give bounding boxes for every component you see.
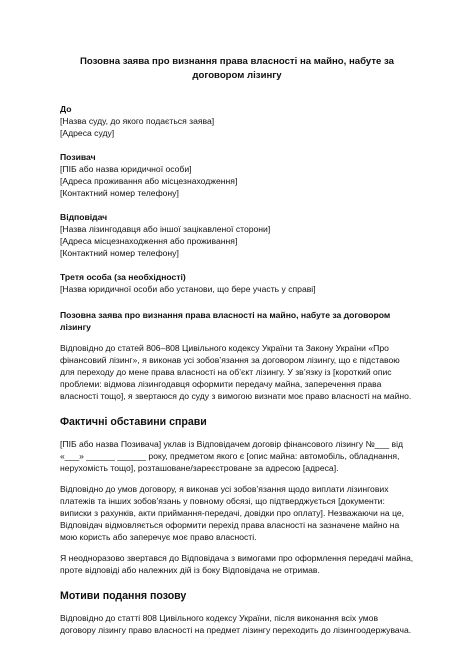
plaintiff-phone-line: [Контактний номер телефону] (60, 188, 179, 198)
court-name-line: [Назва суду, до якого подається заява] (60, 116, 215, 126)
facts-paragraph-3: Я неодноразово звертався до Відповідача з вимогами про оформлення передачі майна, проте відповіді або належних дій із боку Відповідача не отримав. (60, 553, 414, 575)
defendant-name-line: [Назва лізингодавця або іншої зацікавленої сторони] (60, 224, 271, 234)
defendant-phone-line: [Контактний номер телефону] (60, 248, 179, 258)
facts-paragraph-1: [ПІБ або назва Позивача] уклав із Відповідачем договір фінансового лізингу №___ від «___» ______ ______ року, предметом якого є [опис майна: автомобіль, обладнання, нерухомість тощо], розташоване/зареєстроване за адресою [адреса]. (60, 439, 404, 473)
plaintiff-heading: Позивач (60, 152, 96, 162)
document-title: Позовна заява про визнання права власності на майно, набуте за договором лізингу (79, 56, 395, 81)
plaintiff-address-line: [Адреса проживання або місцезнаходження] (60, 176, 238, 186)
section-heading-motives: Мотиви подання позову (60, 590, 187, 602)
intro-paragraph: Відповідно до статей 806–808 Цивільного кодексу України та Закону України «Про фінансовий лізинг», я виконав усі зобов’язання за договором лізингу, що є підставою для переходу до мене права власності на об’єкт лізингу. У зв’язку із [короткий опис проблеми: відмова лізингодавця оформити передачу майна, заперечення права власності тощо], я звертаюся до суду з вимогою визнати моє право власності на майно. (60, 343, 412, 401)
section-heading-facts: Фактичні обставини справи (60, 416, 207, 428)
court-block (60, 103, 414, 139)
defendant-address-line: [Адреса місцезнаходження або проживання] (60, 236, 238, 246)
third-party-heading: Третя особа (за необхідності) (60, 272, 186, 282)
court-address-line: [Адреса суду] (60, 128, 115, 138)
claim-subject: Позовна заява про визнання права власності на майно, набуте за договором лізингу (60, 310, 391, 332)
plaintiff-block (60, 151, 414, 199)
third-party-name-line: [Назва юридичної особи або установи, що бере участь у справі] (60, 284, 316, 294)
defendant-block (60, 211, 414, 259)
court-heading: До (60, 104, 72, 114)
third-party-block (60, 271, 414, 295)
defendant-heading: Відповідач (60, 212, 108, 222)
motives-paragraph-1: Відповідно до статті 808 Цивільного кодексу України, після виконання всіх умов договору лізингу право власності на предмет лізингу переходить до лізингоодержувача. (60, 613, 412, 635)
plaintiff-name-line: [ПІБ або назва юридичної особи] (60, 164, 192, 174)
facts-paragraph-2: Відповідно до умов договору, я виконав усі зобов’язання щодо виплати лізингових платежів та інших зобов’язань у повному обсязі, що підтверджується [документи: виписки з рахунків, акти приймання-передачі, довідки про оплату]. Незважаючи на це, Відповідач відмовляється оформити перехід права власності на зазначене майно на мою користь або заперечує моє право власності. (60, 484, 405, 542)
